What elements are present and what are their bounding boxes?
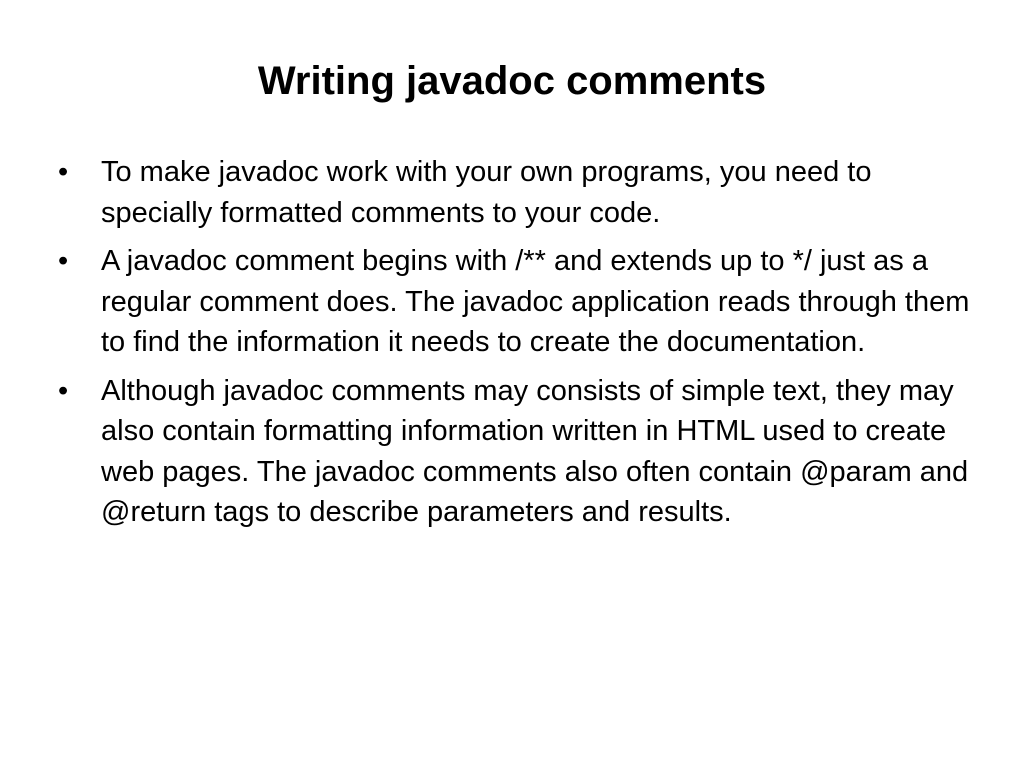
bullet-list: [58, 152, 978, 541]
bullet-item: [58, 241, 978, 363]
bullet-text: A javadoc comment begins with /** and extends up to */ just as a regular comment does. The javadoc application reads through them to find the information it needs to create the documentation.: [101, 245, 970, 358]
bullet-marker: •: [58, 156, 69, 188]
bullet-text: To make javadoc work with your own programs, you need to specially formatted comments to your code.: [101, 156, 872, 229]
bullet-item: [58, 152, 978, 233]
bullet-marker: •: [58, 374, 69, 407]
slide-title: Writing javadoc comments: [257, 59, 767, 103]
bullet-marker: •: [58, 245, 69, 277]
bullet-text: Although javadoc comments may consists of simple text, they may also contain formatting information written in HTML used to create web pages. The javadoc comments also often contain @param and @return tags to describe parameters and results.: [101, 374, 969, 528]
bullet-item: [58, 371, 978, 533]
